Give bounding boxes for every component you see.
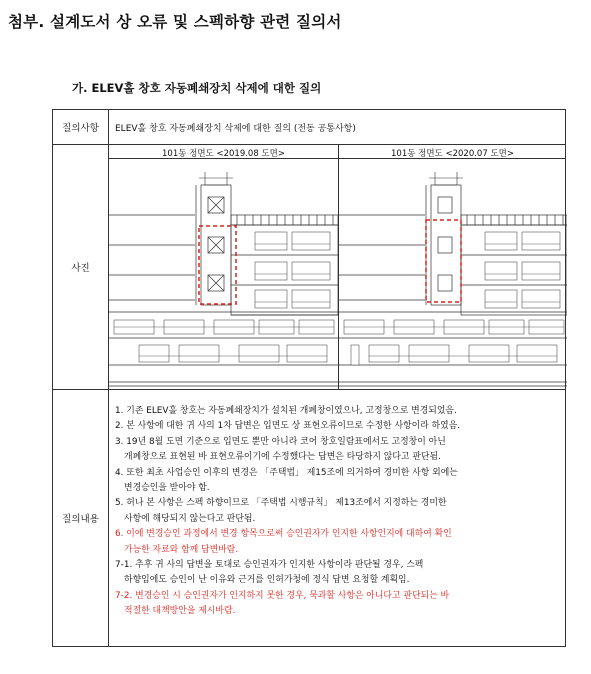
- subject-row: [53, 110, 566, 145]
- inquiry-item: 개폐창으로 표현된 바 표현오류이기에 수정했다는 답변은 타당하지 않다고 판단됨.: [124, 452, 441, 463]
- photo-row: [53, 145, 566, 390]
- elevation-drawing-2019: [109, 160, 338, 388]
- elevation-drawing-2020: [339, 160, 567, 388]
- inquiry-item: 가능한 자료와 함께 답변바람.: [124, 544, 239, 555]
- inquiry-item: 7-1. 추후 귀 사의 답변을 토대로 승인권자가 인지한 사항이라 판단될 경우, 스펙: [115, 560, 424, 571]
- inquiry-item: 2. 본 사항에 대한 귀 사의 1차 답변은 입면도 상 표현오류이므로 수정한 사항이라 하였음.: [115, 421, 461, 432]
- photo-label: 사진: [53, 145, 109, 390]
- inquiry-item: 사항에 해당되지 않는다고 판단됨.: [124, 513, 256, 524]
- inquiry-item: 7-2. 변경승인 시 승인권자가 인지하지 못한 경우, 묵과할 사항은 아니다고 판단되는 바: [115, 590, 450, 601]
- content-row: [53, 390, 566, 647]
- inquiry-item: 1. 기존 ELEV홀 창호는 자동폐쇄장치가 설치된 개폐창이였으나, 고정창으로 변경되었음.: [115, 406, 457, 416]
- caption-divider-line: [109, 158, 565, 159]
- inquiry-item: 6. 이에 변경승인 과정에서 변경 항목으로써 승인권자가 인지한 사항인지에 대하여 확인: [115, 529, 452, 540]
- inquiry-item: 5. 허나 본 사항은 스펙 하향이므로 「주택법 시행규칙」 제13조에서 지정하는 경미한: [115, 498, 447, 509]
- inquiry-item: 4. 또한 최초 사업승인 이후의 변경은 「주택법」 제15조에 의거하여 경미한 사항 외에는: [115, 467, 458, 478]
- inquiry-item: 하향임에도 승인이 난 이유와 근거를 인허가청에 정식 답변 요청할 계획임.: [124, 575, 410, 586]
- content-cell: [109, 390, 566, 647]
- subject-text: ELEV홀 창호 자동폐쇄장치 삭제에 대한 질의 (전동 공통사항): [109, 110, 566, 145]
- inquiry-item: 변경승인을 받아야 함.: [124, 483, 210, 494]
- document-title: 첨부. 설계도서 상 오류 및 스펙하향 관련 질의서: [8, 13, 342, 31]
- section-title: 가. ELEV홀 창호 자동폐쇄장치 삭제에 대한 질의: [72, 81, 322, 95]
- inquiry-table: [52, 109, 566, 647]
- photo-comparison: [109, 145, 565, 389]
- photo-left-caption: 101동 정면도 <2019.08 도면>: [162, 149, 285, 159]
- inquiry-item: 3. 19년 8월 도면 기준으로 입면도 뿐만 아니라 코어 창호일람표에서도 고정창이 아닌: [115, 436, 446, 447]
- inquiry-item: 적절한 대책방안을 제시바람.: [124, 606, 236, 617]
- photo-right-caption: 101동 정면도 <2020.07 도면>: [391, 149, 514, 159]
- photo-cell: [109, 145, 566, 390]
- content-label: 질의내용: [53, 390, 109, 647]
- subject-label: 질의사항: [53, 110, 109, 145]
- inquiry-list: [109, 390, 565, 620]
